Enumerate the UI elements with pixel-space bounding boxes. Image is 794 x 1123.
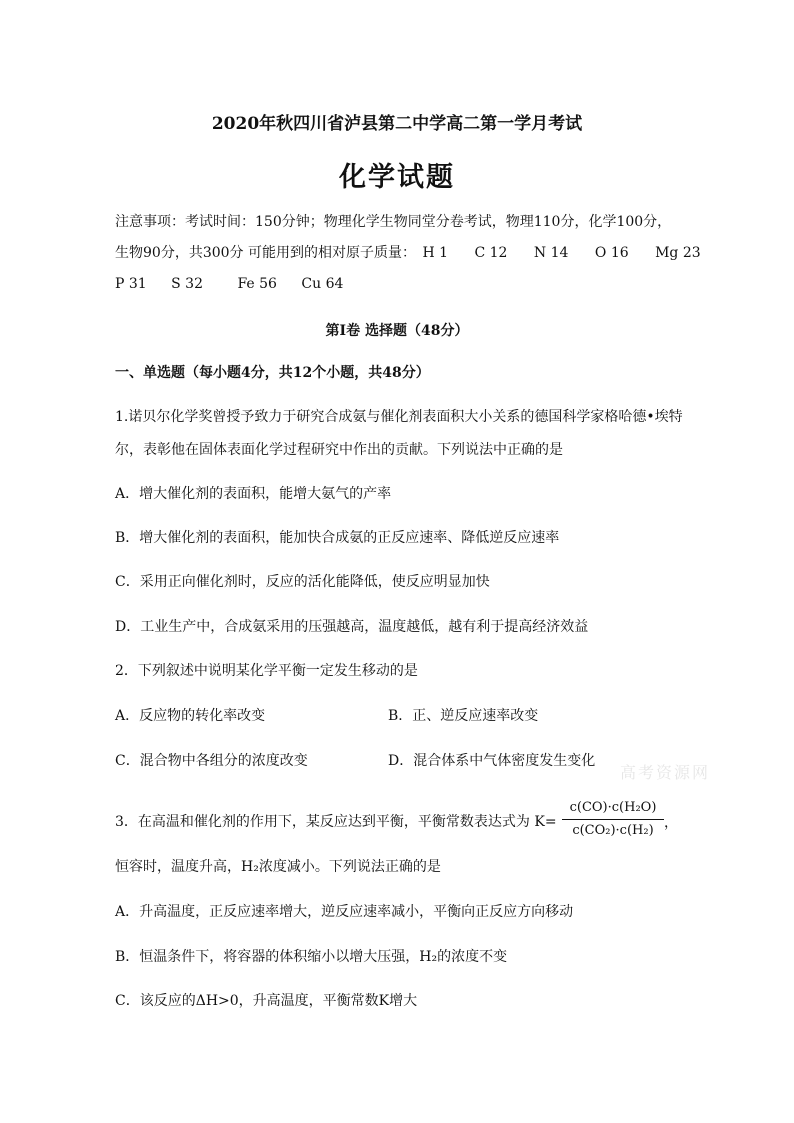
q3-option-c: C．该反应的ΔH>0，升高温度，平衡常数K增大 bbox=[115, 993, 418, 1009]
q1-option-d: D．工业生产中，合成氨采用的压强越高，温度越低，越有利于提高经济效益 bbox=[115, 619, 589, 635]
q2-option-a: A．反应物的转化率改变 bbox=[115, 708, 266, 724]
mass-mg: Mg 23 bbox=[655, 245, 701, 261]
notice-line-2 bbox=[115, 243, 701, 263]
watermark: 高考资源网 bbox=[620, 763, 711, 782]
mass-c: C 12 bbox=[474, 245, 508, 261]
q3-comma: ， bbox=[664, 815, 678, 831]
q2-stem: 2．下列叙述中说明某化学平衡一定发生移动的是 bbox=[115, 663, 418, 679]
mass-fe: Fe 56 bbox=[237, 276, 277, 292]
q1-option-b: B．增大催化剂的表面积，能加快合成氨的正反应速率、降低逆反应速率 bbox=[115, 530, 560, 546]
q3-stem-line-2: 恒容时，温度升高，H₂浓度减小。下列说法正确的是 bbox=[115, 859, 441, 875]
mass-n: N 14 bbox=[533, 245, 569, 261]
mass-h: H 1 bbox=[422, 245, 449, 261]
notice-line-3 bbox=[115, 274, 343, 294]
q3-option-b: B．恒温条件下，将容器的体积缩小以增大压强，H₂的浓度不变 bbox=[115, 949, 508, 965]
q3-option-a: A．升高温度，正反应速率增大，逆反应速率减小，平衡向正反应方向移动 bbox=[115, 904, 574, 920]
mass-s: S 32 bbox=[171, 276, 203, 292]
q2-option-b: B．正、逆反应速率改变 bbox=[388, 708, 539, 724]
notice-text: 生物90分，共300分 可能用到的相对原子质量： bbox=[115, 245, 416, 261]
q1-stem-line-1: 1.诺贝尔化学奖曾授予致力于研究合成氨与催化剂表面积大小关系的德国科学家格哈德•埃特 bbox=[115, 409, 683, 425]
mass-p: P 31 bbox=[115, 276, 147, 292]
fraction-denominator: c(CO₂)·c(H₂) bbox=[572, 823, 654, 838]
subject-title: 化学试题 bbox=[339, 162, 455, 193]
q1-option-c: C．采用正向催化剂时，反应的活化能降低，使反应明显加快 bbox=[115, 574, 490, 590]
fraction-numerator: c(CO)·c(H₂O) bbox=[569, 800, 657, 815]
part-heading: 一、单选题（每小题4分，共12个小题，共48分） bbox=[115, 365, 430, 381]
exam-title: 2020年秋四川省泸县第二中学高二第一学月考试 bbox=[211, 114, 583, 134]
q1-option-a: A．增大催化剂的表面积，能增大氨气的产率 bbox=[115, 486, 392, 502]
mass-o: O 16 bbox=[594, 245, 629, 261]
notice-line-1: 注意事项：考试时间：150分钟；物理化学生物同堂分卷考试，物理110分，化学100分， bbox=[115, 214, 672, 230]
q3-stem-line-1: 3．在高温和催化剂的作用下，某反应达到平衡，平衡常数表达式为 K= bbox=[115, 814, 557, 830]
q2-option-c: C．混合物中各组分的浓度改变 bbox=[115, 753, 308, 769]
q2-option-d: D．混合体系中气体密度发生变化 bbox=[388, 753, 596, 769]
q1-stem-line-2: 尔，表彰他在固体表面化学过程研究中作出的贡献。下列说法中正确的是 bbox=[115, 442, 563, 458]
section-heading: 第I卷 选择题（48分） bbox=[325, 323, 469, 339]
equilibrium-constant-fraction bbox=[558, 798, 668, 841]
fraction-bar bbox=[562, 819, 664, 820]
mass-cu: Cu 64 bbox=[301, 276, 344, 292]
